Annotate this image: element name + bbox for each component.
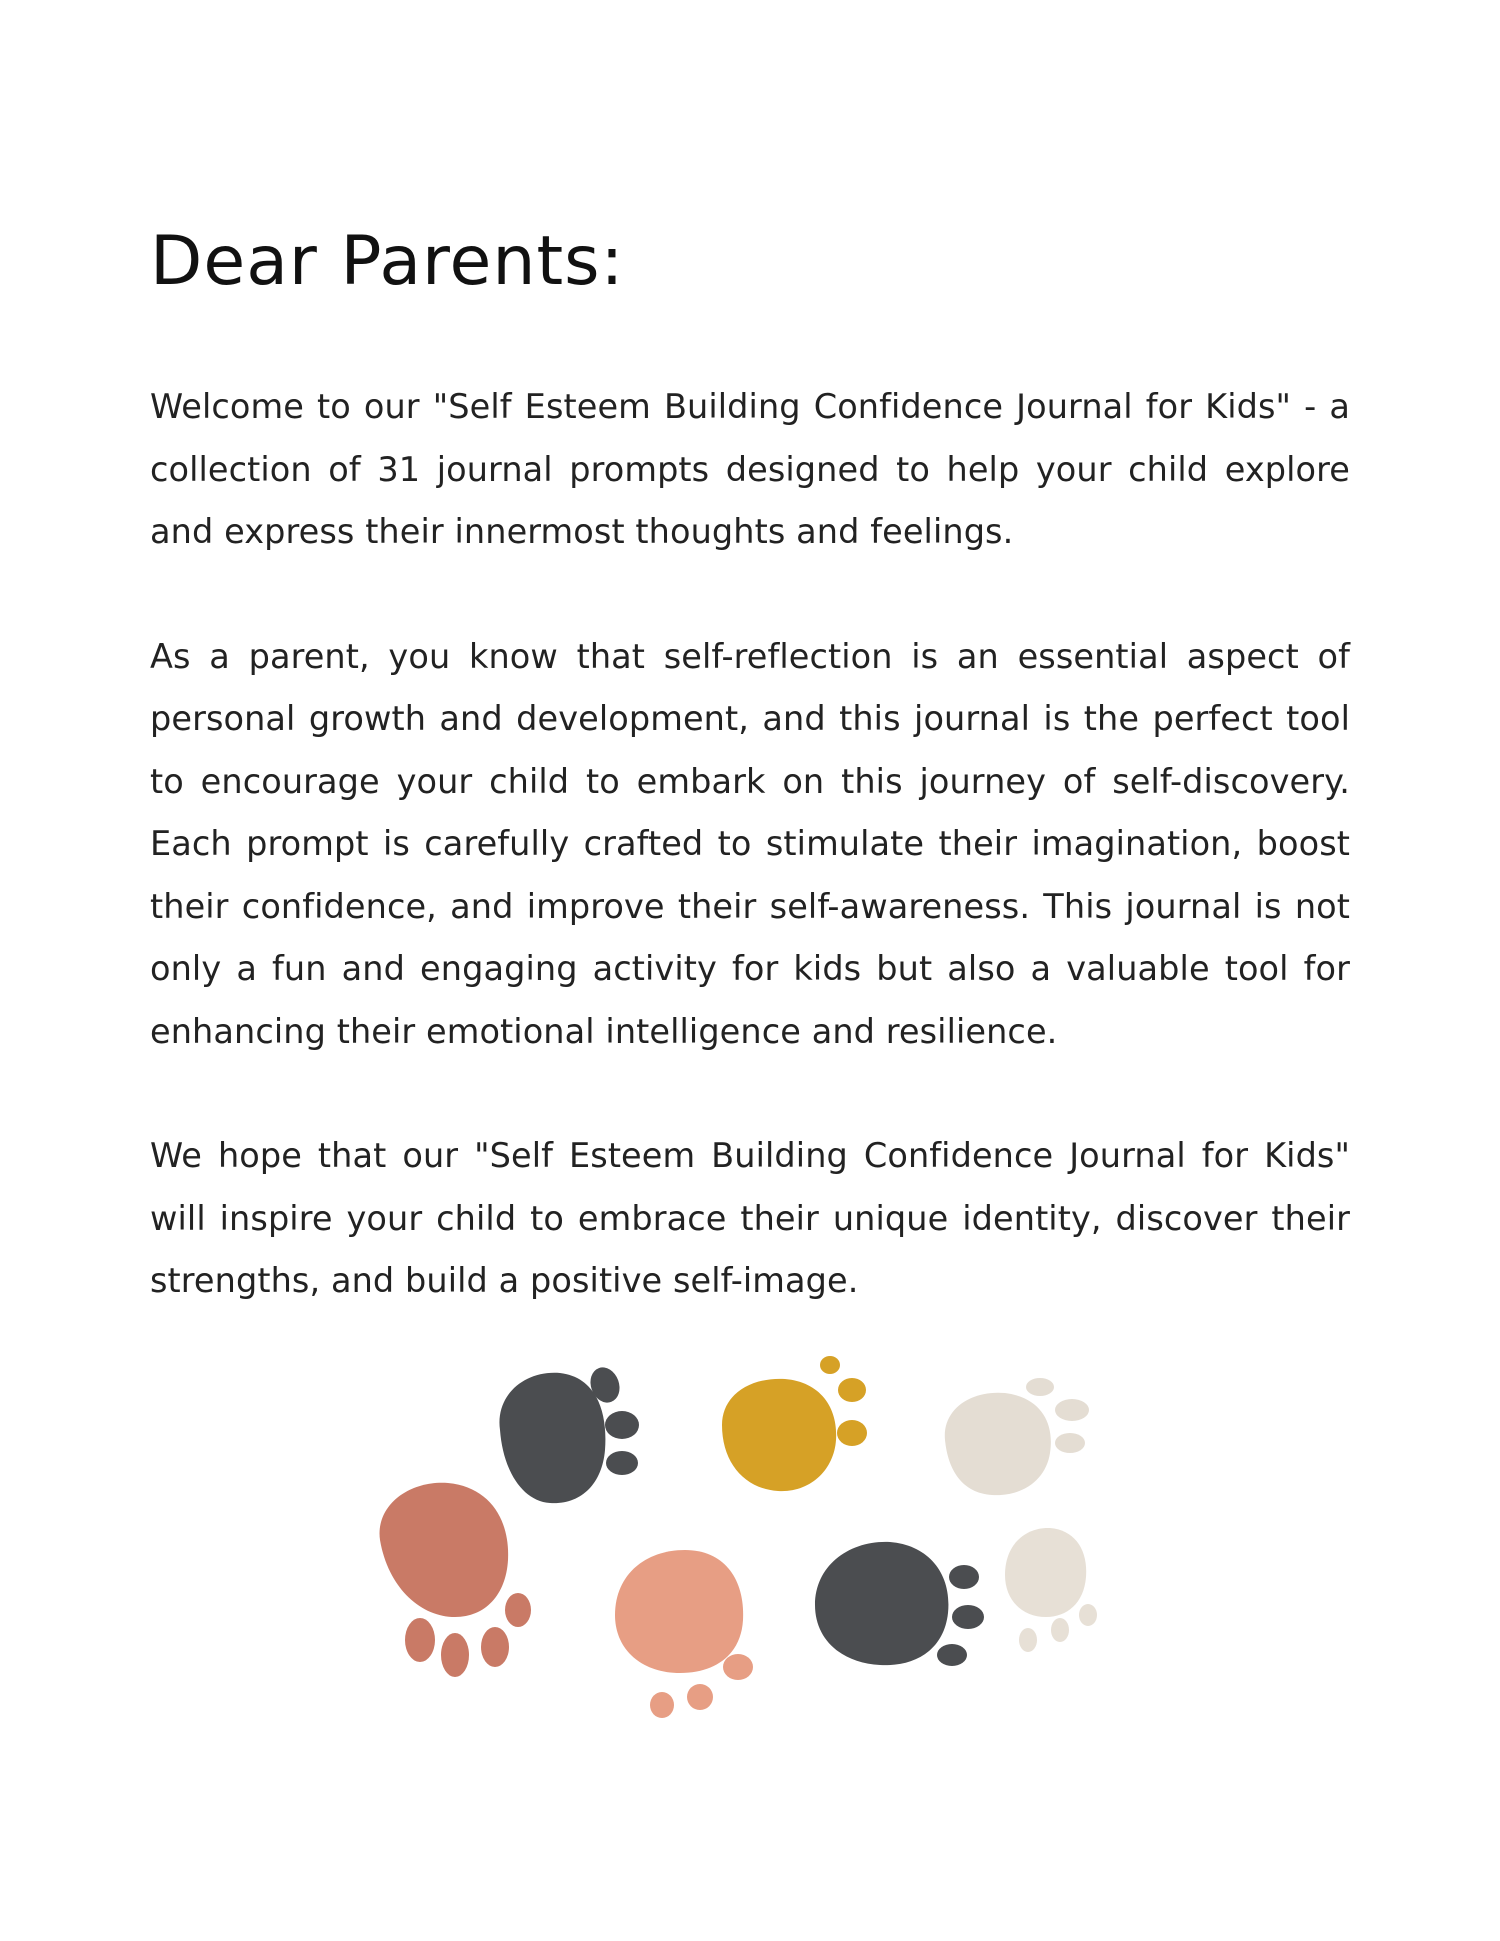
paw-terracotta [380, 1483, 531, 1677]
paw-terracotta-toe [505, 1593, 531, 1627]
paw-charcoal-bottom-toe [937, 1644, 967, 1666]
letter-body [150, 376, 1350, 1313]
paw-cream-bottom-pad [1005, 1528, 1086, 1617]
paw-terracotta-toe [405, 1618, 435, 1662]
paw-cream-bottom-toe [1019, 1628, 1037, 1652]
paw-cream-top [945, 1378, 1089, 1495]
paw-cream-top-pad [945, 1393, 1051, 1495]
paw-charcoal-top [499, 1363, 639, 1503]
paw-charcoal-bottom-pad [815, 1542, 948, 1665]
paw-cream-bottom-toe [1051, 1618, 1069, 1642]
paw-cream-top-toe [1055, 1433, 1085, 1453]
paw-mustard-toe [838, 1378, 866, 1402]
paw-cream-top-toe [1026, 1378, 1054, 1396]
paw-peach-toe [723, 1654, 753, 1680]
paw-charcoal-top-pad [499, 1373, 605, 1503]
paw-charcoal-bottom [815, 1542, 984, 1666]
paw-peach [615, 1550, 753, 1718]
paw-mustard [722, 1356, 867, 1491]
paw-terracotta-toe [481, 1627, 509, 1667]
paragraph-hope: We hope that our "Self Esteem Building Confidence Journal for Kids" will inspire your child to embrace their unique identity, discover their strengths, and build a positive self-image. [150, 1136, 1350, 1300]
paw-peach-pad [615, 1550, 743, 1673]
paw-charcoal-bottom-toe [949, 1565, 979, 1589]
paragraph-welcome: Welcome to our "Self Esteem Building Confidence Journal for Kids" - a collection of 31 journal prompts designed to help your child explore and express their innermost thoughts and feelings. [150, 387, 1350, 551]
paw-peach-toe [650, 1692, 674, 1718]
paw-peach-toe [687, 1684, 713, 1710]
paragraph-self-reflection: As a parent, you know that self-reflection is an essential aspect of personal growth and development, and this journal is the perfect tool to encourage your child to embark on this journey of self-discovery. Each prompt is carefully crafted to stimulate their imagination, boost their confidence, and improve their self-awareness. This journal is not only a fun and engaging activity for kids but also a valuable tool for enhancing their emotional intelligence and resilience. [150, 636, 1350, 1051]
paw-mustard-toe [837, 1420, 867, 1446]
paw-charcoal-top-toe [606, 1451, 638, 1475]
paw-charcoal-top-toe [605, 1411, 639, 1439]
paw-cream-top-toe [1055, 1399, 1089, 1421]
paw-mustard-pad [722, 1379, 836, 1491]
paw-terracotta-toe [441, 1633, 469, 1677]
paw-terracotta-pad [380, 1483, 509, 1617]
paw-cream-bottom-toe [1079, 1604, 1097, 1626]
paw-prints-icon [360, 1355, 1140, 1745]
paw-charcoal-bottom-toe [952, 1605, 984, 1629]
paw-mustard-toe [820, 1356, 840, 1374]
page-title: Dear Parents: [150, 222, 625, 301]
paw-cream-bottom [1005, 1528, 1097, 1652]
